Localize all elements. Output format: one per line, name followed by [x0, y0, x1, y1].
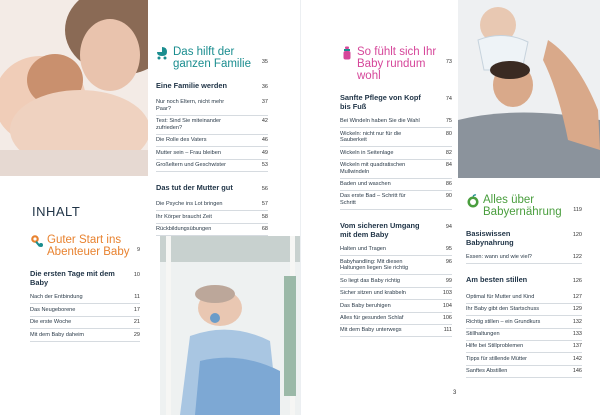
toc-entry: Die erste Woche 21	[30, 317, 140, 329]
toc-entry: Die Rolle des Vaters 46	[156, 135, 268, 147]
section-title: So fühlt sich Ihr Baby rundum wohl	[357, 46, 437, 82]
toc-section-familie	[156, 46, 268, 236]
toc-entry: Das erste Bad – Schritt für Schritt 90	[340, 191, 452, 210]
toc-entry: Rückbildungsübungen 68	[156, 224, 268, 236]
baby-bottle-icon	[340, 46, 354, 60]
toc-entry: Nach der Entbindung 11	[30, 292, 140, 304]
toc-entry: Bei Windeln haben Sie die Wahl 75	[340, 116, 452, 128]
toc-heading: INHALT	[32, 204, 81, 219]
toc-entry: Richtig stillen – ein Grundkurs 132	[466, 316, 582, 328]
rattle-icon	[30, 234, 44, 248]
toc-section-guter-start	[30, 234, 140, 342]
section-page: 119	[573, 207, 582, 213]
toc-entry: Ihr Körper braucht Zeit 58	[156, 211, 268, 223]
toc-entry: Sanftes Abstillen 146	[466, 366, 582, 378]
group-heading: Vom sicheren Umgang mit dem Baby 94	[340, 221, 452, 240]
toc-section-wohl	[340, 46, 452, 337]
page-divider	[300, 0, 301, 415]
toc-entry: Test: Sind Sie miteinander zufrieden? 42	[156, 116, 268, 135]
toc-entry: Tipps für stillende Mütter 142	[466, 353, 582, 365]
toc-entry: Alles für gesunden Schlaf 106	[340, 313, 452, 325]
toc-entry: Mutter sein – Frau bleiben 49	[156, 147, 268, 159]
toc-entry: Das Neugeborene 17	[30, 304, 140, 316]
group-heading: Basiswissen Babynahrung 120	[466, 229, 582, 247]
group-heading: Die ersten Tage mit dem Baby 10	[30, 269, 140, 287]
section-title: Guter Start ins Abenteuer Baby	[47, 234, 130, 258]
toc-entry: Das Baby beruhigen 104	[340, 300, 452, 312]
section-title: Alles über Babyernährung	[483, 194, 562, 218]
photo-mother-breastfeeding	[0, 0, 148, 176]
toc-entry: So liegt das Baby richtig 99	[340, 275, 452, 287]
toc-entry: Mit dem Baby daheim 29	[30, 329, 140, 341]
toc-entry: Halten und Tragen 95	[340, 244, 452, 256]
photo-father-lifting-baby	[458, 0, 600, 178]
section-page: 73	[445, 59, 452, 65]
group-heading: Eine Familie werden 36	[156, 81, 268, 90]
page-number: 3	[453, 390, 457, 396]
toc-entry: Die Psyche ins Lot bringen 57	[156, 199, 268, 211]
toc-entry: Wickeln mit quadratischen Mullwindeln 84	[340, 160, 452, 179]
toc-entry: Stillhaltungen 133	[466, 329, 582, 341]
group-heading: Sanfte Pflege von Kopf bis Fuß 74	[340, 93, 452, 111]
toc-entry: Babyhandling: Mit diesen Haltungen liegen Sie richtig 96	[340, 256, 452, 275]
toc-entry: Nur noch Eltern, nicht mehr Paar? 37	[156, 97, 268, 116]
toc-entry: Mit dem Baby unterwegs 111	[340, 325, 452, 337]
toc-entry: Wickeln in Seitenlage 82	[340, 147, 452, 159]
group-heading: Das tut der Mutter gut 56	[156, 183, 268, 193]
toc-entry: Optimal für Mutter und Kind 127	[466, 291, 582, 303]
group-heading: Am besten stillen 126	[466, 275, 582, 285]
baby-carriage-icon	[156, 46, 170, 60]
toc-entry: Essen: wann und wie viel? 122	[466, 252, 582, 264]
photo-sleeping-baby	[160, 236, 301, 415]
section-page: 9	[136, 247, 140, 253]
toc-entry: Sicher sitzen und krabbeln 103	[340, 288, 452, 300]
toc-entry: Großeltern und Geschwister 53	[156, 160, 268, 172]
apple-icon	[466, 194, 480, 208]
toc-section-ernaehrung	[466, 194, 582, 378]
toc-entry: Baden und waschen 86	[340, 179, 452, 191]
section-page: 35	[261, 59, 268, 65]
toc-entry: Wickeln: nicht nur für die Sauberkeit 80	[340, 128, 452, 147]
section-title: Das hilft der ganzen Familie	[173, 46, 251, 70]
toc-entry: Ihr Baby gibt den Startschuss 129	[466, 304, 582, 316]
toc-entry: Hilfe bei Stillproblemen 137	[466, 341, 582, 353]
